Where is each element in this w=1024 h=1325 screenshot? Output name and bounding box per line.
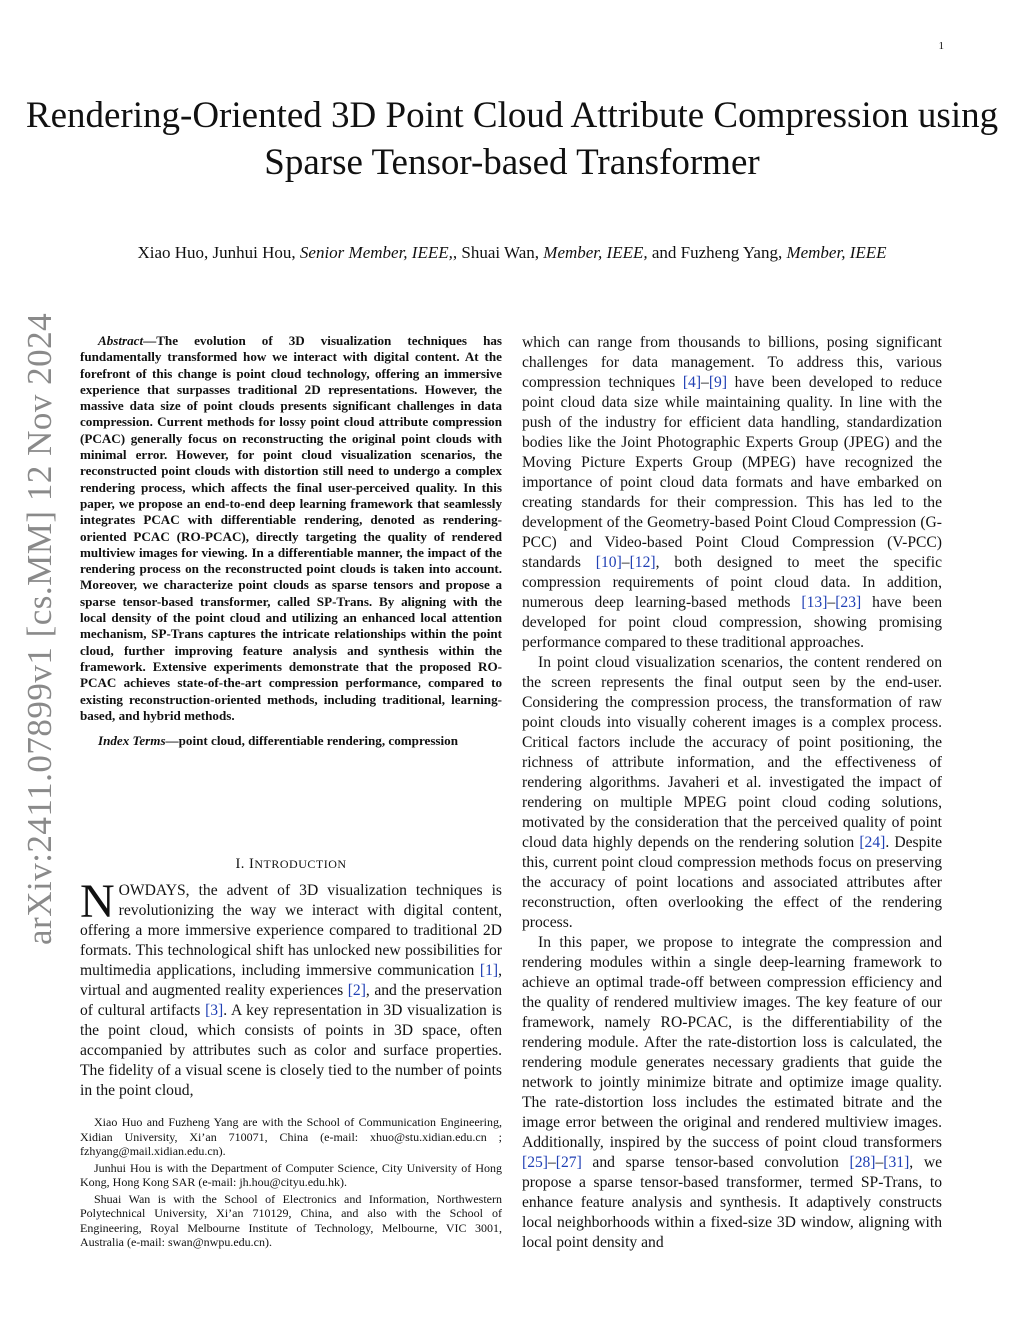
abstract-text: —The evolution of 3D visualization techniques has fundamentally transformed how we interact with digital content. At the forefront of this change is point cloud technology, offering an immersive experience that surpasses traditional 2D representations. However, the massive data size of point clouds presents significant challenges in data compression. Current methods for lossy point cloud attribute compression (PCAC) generally focus on reconstructing the original point clouds with minimal error. However, for point cloud visualization scenarios, the reconstructed point clouds with distortion still need to undergo a complex rendering process, which affects the final user-perceived quality. In this paper, we propose an end-to-end deep learning framework that seamlessly integrates PCAC with differentiable rendering, denoted as rendering-oriented PCAC (RO-PCAC), directly targeting the quality of rendered multiview images for viewing. In a differentiable manner, the impact of the rendering process on the reconstructed point clouds is taken into account. Moreover, we characterize point clouds as sparse tensors and propose a sparse tensor-based transformer, called SP-Trans. By aligning with the local density of the point cloud and utilizing an enhanced local attention mechanism, SP-Trans captures the intricate relationships within the point cloud, further improving feature analysis and synthesis within the framework. Extensive experiments demonstrate that the proposed RO-PCAC achieves state-of-the-art compression performance, compared to existing reconstruction-oriented methods, including traditional, learning-based, and hybrid methods. [80, 333, 502, 723]
citation-link[interactable]: [9] [708, 374, 728, 391]
intro-paragraph [80, 875, 503, 1101]
author-affiliation-3: Member, IEEE [786, 243, 887, 262]
citation-dash: – [701, 374, 709, 391]
intro-text: OWDAYS, the advent of 3D visualization techniques is revolutionizing the way we interact with digital content, offering a more immersive experience compared to traditional 2D formats. This technological shift has unlocked new possibilities for multimedia applications, including immersive communication [80, 882, 502, 979]
body-text: , we propose a sparse tensor-based transformer, termed SP-Trans, to enhance feature analysis and synthesis. It adaptively constructs local neighborhoods within a fixed-size 3D window, aligning with local point density and [522, 1154, 942, 1251]
citation-link[interactable]: [24] [859, 834, 886, 851]
citation-dash: – [621, 554, 630, 571]
page-number: 1 [938, 40, 944, 52]
citation-link[interactable]: [2] [347, 982, 366, 999]
arxiv-identifier-stamp[interactable]: arXiv:2411.07899v1 [cs.MM] 12 Nov 2024 [20, 312, 59, 945]
citation-dash: – [547, 1154, 556, 1171]
body-text: and sparse tensor-based convolution [581, 1154, 850, 1171]
body-text: In this paper, we propose to integrate the compression and rendering modules within a single deep-learning framework to achieve an optimal trade-off between compression efficiency and the quality of rendered multiview images. The key feature of our framework, namely RO-PCAC, is the differentiability of the rendering module. After the rate-distortion loss is calculated, the rendering module generates necessary gradients that guide the network to jointly minimize bitrate and optimize image quality. The rate-distortion loss includes the estimated bitrate and the image error between the original and rendered multiview images. Additionally, inspired by the success of point cloud transformers [522, 934, 942, 1151]
author-names-1: Xiao Huo, Junhui Hou, [137, 243, 300, 262]
section-title-initial: I [249, 856, 255, 872]
body-text: In point cloud visualization scenarios, the content rendered on the screen represents the final output seen by the end-user. Considering the compression process, the transformation of raw point clouds into visually coherent images is a complex process. Critical factors include the accuracy of point positioning, the richness of attribute information, and the effectiveness of rendering algorithms. Javaheri et al. investigated the impact of rendering on multiple MPEG point cloud coding solutions, motivated by the consideration that the perceived quality of point cloud data highly depends on the rendering solution [522, 654, 942, 851]
citation-dash: – [827, 594, 836, 611]
citation-link[interactable]: [31] [883, 1154, 910, 1171]
citation-link[interactable]: [10] [595, 554, 622, 571]
footnote: Junhui Hou is with the Department of Computer Science, City University of Hong Kong, Hong Kong SAR (e-mail: jh.hou@cityu.edu.hk). [80, 1160, 502, 1189]
section-number: I. [235, 856, 250, 872]
author-affiliation-2: Member, IEEE, [543, 243, 648, 262]
introduction-body [80, 875, 503, 1101]
citation-link[interactable]: [23] [835, 594, 862, 611]
author-affiliation-1: Senior Member, IEEE, [299, 243, 453, 262]
author-names-3: and Fuzheng Yang, [647, 243, 787, 262]
body-paragraph [522, 333, 942, 653]
citation-link[interactable]: [12] [629, 554, 656, 571]
citation-link[interactable]: [27] [555, 1154, 582, 1171]
intro-text: , and the preservation of cultural artifacts [80, 982, 503, 1019]
index-terms-paragraph [80, 733, 502, 749]
body-paragraph [522, 933, 942, 1253]
footnote: Xiao Huo and Fuzheng Yang are with the School of Communication Engineering, Xidian University, Xi’an 710071, China (e-mail: xhuo@stu.xidian.edu.cn ; fzhyang@mail.xidian.edu.cn). [80, 1115, 502, 1158]
citation-link[interactable]: [13] [801, 594, 828, 611]
index-terms-label: Index Terms [98, 733, 166, 749]
body-text: . Despite this, current point cloud compression methods focus on preserving the accuracy of point locations and associated attributes after reconstruction, often overlooking the effect of the rendering process. [522, 834, 943, 931]
author-line [0, 243, 1024, 263]
author-names-2: , Shuai Wan, [452, 243, 544, 262]
body-paragraph [522, 653, 942, 933]
citation-link[interactable]: [28] [849, 1154, 876, 1171]
citation-link[interactable]: [4] [682, 374, 702, 391]
body-text: have been developed for point cloud compression, showing promising performance compared to these traditional approaches. [522, 594, 942, 651]
right-column-body [522, 333, 942, 1253]
citation-link[interactable]: [1] [479, 962, 499, 979]
abstract-label: Abstract [98, 333, 144, 348]
intro-text: , virtual and augmented reality experiences [80, 962, 502, 999]
citation-dash: – [875, 1154, 884, 1171]
paper-title: Rendering-Oriented 3D Point Cloud Attribute Compression using Sparse Tensor-based Transformer [25, 95, 999, 183]
footnote: Shuai Wan is with the School of Electronics and Information, Northwestern Polytechnical University, Xi’an 710129, China, and also with the School of Engineering, Royal Melbourne Institute of Technology, Melbourne, VIC 3001, Australia (e-mail: swan@nwpu.edu.cn). [80, 1191, 502, 1249]
body-text: which can range from thousands to billions, posing significant challenges for data management. To address this, various compression techniques [522, 334, 942, 391]
body-text: have been developed to reduce point cloud data size while maintaining quality. In line with the push of the industry for efficient data handling, standardization bodies like the Joint Photographic Experts Group (JPEG) and the Moving Picture Experts Group (MPEG) have recognized the importance of point cloud data formats and have embarked on creating standards for their compression. This has led to the development of the Geometry-based Point Cloud Compression (G-PCC) and Video-based Point Cloud Compression (V-PCC) standards [522, 374, 942, 571]
drop-cap: N [80, 875, 115, 928]
author-footnotes [80, 1115, 502, 1252]
section-heading-introduction [80, 856, 502, 873]
section-title-rest: NTRODUCTION [254, 857, 347, 871]
body-text: , both designed to meet the specific compression requirements of point cloud data. In addition, numerous deep learning-based methods [522, 554, 942, 611]
abstract-block [80, 333, 502, 749]
intro-text: . A key representation in 3D visualization is the point cloud, which consists of points in 3D space, often accompanied by attributes such as color and surface properties. The fidelity of a visual scene is closely tied to the number of points in the point cloud, [80, 1002, 502, 1099]
abstract-paragraph [80, 333, 502, 724]
citation-link[interactable]: [25] [522, 1154, 548, 1171]
citation-link[interactable]: [3] [205, 1002, 224, 1019]
index-terms-text: —point cloud, differentiable rendering, compression [165, 733, 458, 749]
